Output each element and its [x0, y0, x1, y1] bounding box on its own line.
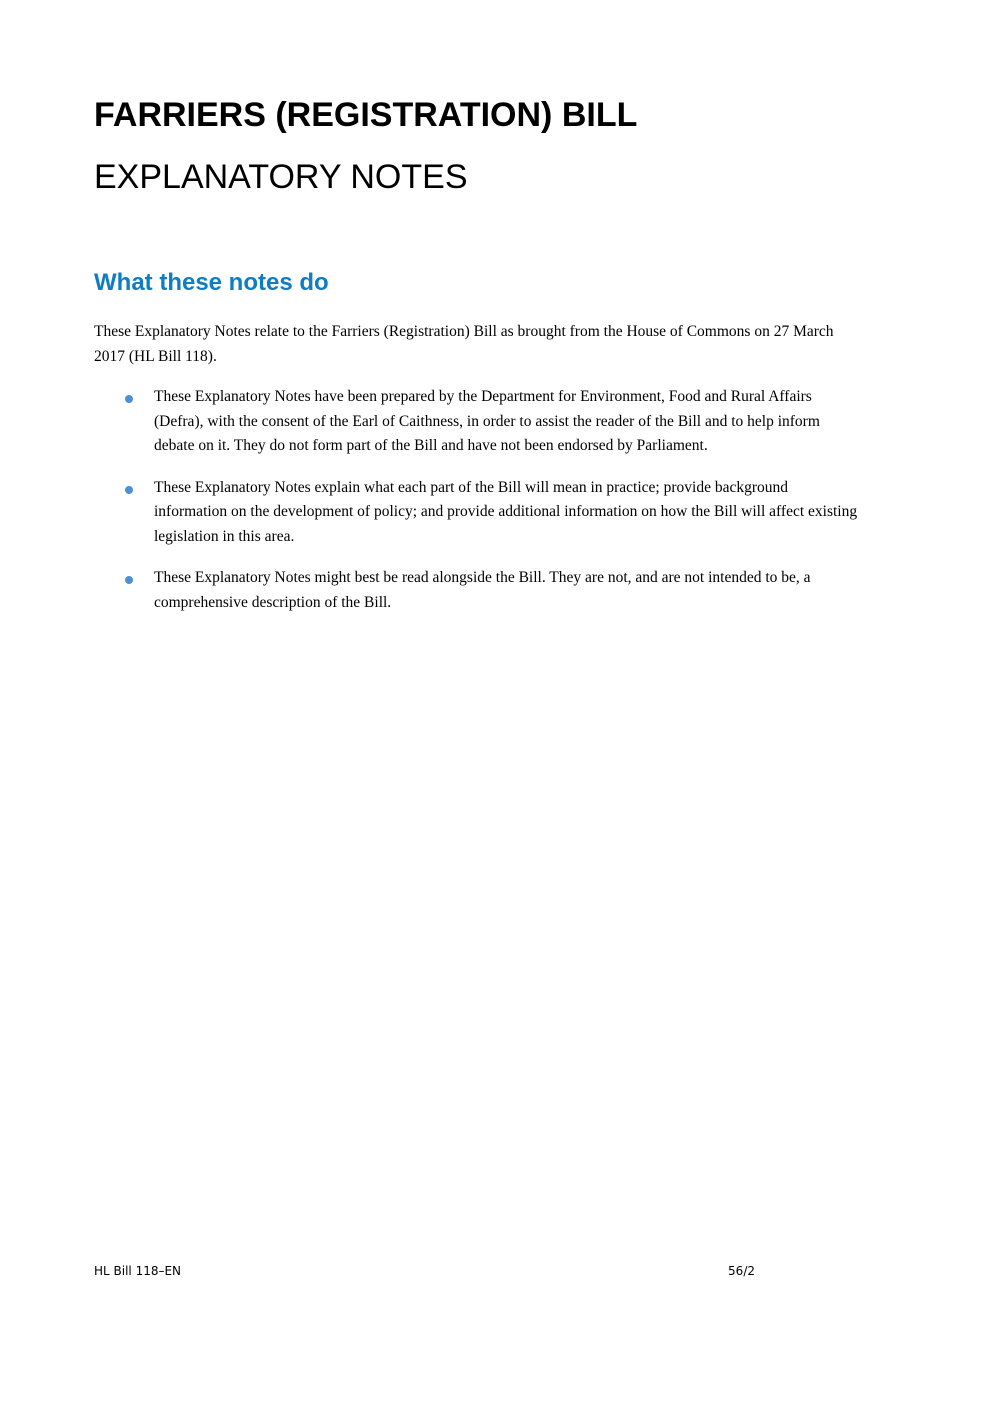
bullet-dot-icon [125, 395, 133, 403]
bullet-item [94, 566, 864, 615]
bullet-text: These Explanatory Notes might best be read alongside the Bill. They are not, and are not intended to be, a comprehensive description of the Bill. [154, 569, 811, 611]
bullet-item [94, 476, 864, 550]
footer-page-reference: 56/2 [728, 1264, 755, 1278]
bullet-dot-icon [125, 486, 133, 494]
bullet-text: These Explanatory Notes have been prepared by the Department for Environment, Food and Rural Affairs (Defra), with the consent of the Earl of Caithness, in order to assist the reader of the Bill and to help inform debate on it. They do not form part of the Bill and have not been endorsed by Parliament. [154, 388, 820, 454]
bullet-list [94, 385, 864, 632]
bullet-text: These Explanatory Notes explain what each part of the Bill will mean in practice; provide background information on the development of policy; and provide additional information on how the Bill will affect existing legislation in this area. [154, 478, 858, 545]
intro-paragraph: These Explanatory Notes relate to the Farriers (Registration) Bill as brought from the House of Commons on 27 March 2017 (HL Bill 118). [94, 323, 834, 365]
bullet-item [94, 385, 864, 459]
footer-bill-reference: HL Bill 118–EN [94, 1264, 182, 1278]
bullet-dot-icon [125, 576, 133, 584]
section-heading: What these notes do [94, 269, 329, 296]
document-subtitle: EXPLANATORY NOTES [94, 158, 468, 196]
bill-title: FARRIERS (REGISTRATION) BILL [94, 96, 638, 134]
